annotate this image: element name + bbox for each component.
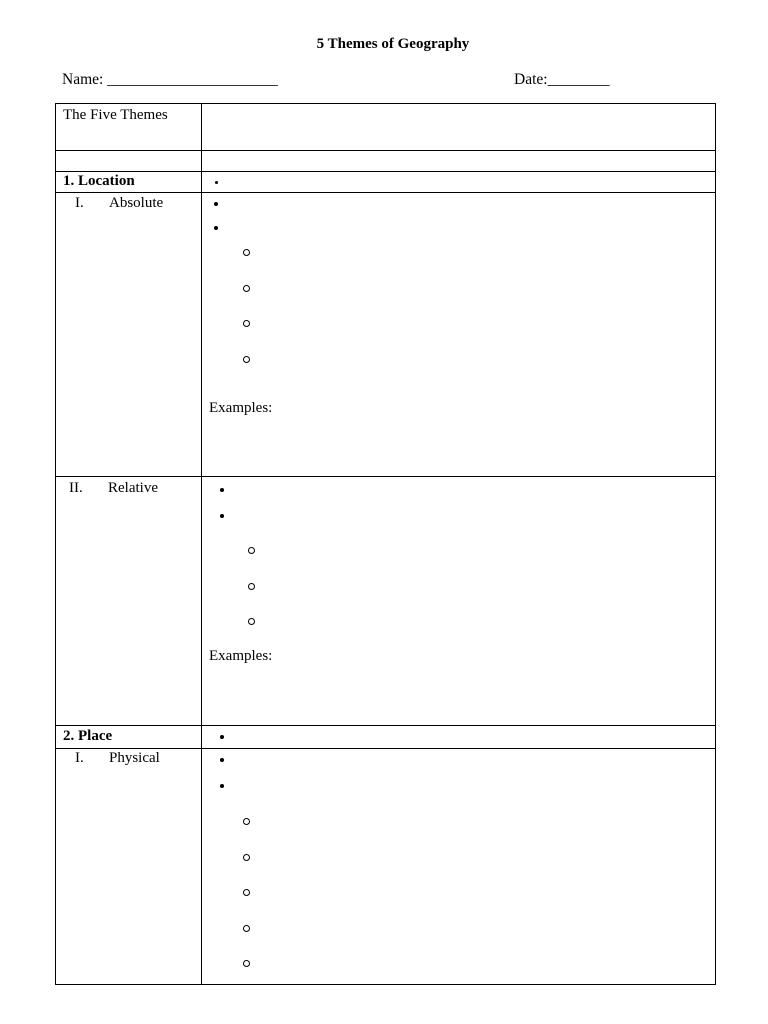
absolute-examples-label: Examples: xyxy=(209,400,273,416)
location-heading: 1. Location xyxy=(63,173,135,189)
bullet xyxy=(220,758,224,762)
bullet xyxy=(215,181,218,184)
date-field-label: Date:________ xyxy=(514,71,610,88)
row-divider xyxy=(56,748,715,749)
physical-label: Physical xyxy=(109,750,160,766)
name-field-label: Name: ______________________ xyxy=(62,71,278,88)
row-divider xyxy=(56,171,715,172)
relative-row-label xyxy=(69,480,158,497)
sub-bullet xyxy=(243,356,250,363)
row-divider xyxy=(56,725,715,726)
sub-bullet xyxy=(243,285,250,292)
notes-table xyxy=(55,103,716,985)
row-divider xyxy=(56,192,715,193)
bullet xyxy=(214,226,218,230)
column-divider xyxy=(201,104,202,984)
sub-bullet xyxy=(243,818,250,825)
sub-bullet xyxy=(248,618,255,625)
roman-numeral: I. xyxy=(75,195,84,211)
sub-bullet xyxy=(248,547,255,554)
sub-bullet xyxy=(243,925,250,932)
sub-bullet xyxy=(243,249,250,256)
roman-numeral: II. xyxy=(69,480,83,496)
worksheet-title: 5 Themes of Geography xyxy=(316,36,470,52)
row-divider xyxy=(56,476,715,477)
bullet xyxy=(220,514,224,518)
sub-bullet xyxy=(248,583,255,590)
bullet xyxy=(220,488,224,492)
sub-bullet xyxy=(243,889,250,896)
place-heading: 2. Place xyxy=(63,728,113,744)
relative-label: Relative xyxy=(108,480,158,496)
physical-row-label xyxy=(75,750,160,767)
five-themes-label: The Five Themes xyxy=(63,107,168,123)
bullet xyxy=(214,202,218,206)
sub-bullet xyxy=(243,320,250,327)
bullet xyxy=(220,784,224,788)
sub-bullet xyxy=(243,960,250,967)
bullet xyxy=(220,735,224,739)
absolute-label: Absolute xyxy=(109,195,164,211)
relative-examples-label: Examples: xyxy=(209,648,273,664)
sub-bullet xyxy=(243,854,250,861)
roman-numeral: I. xyxy=(75,750,84,766)
row-divider xyxy=(56,150,715,151)
absolute-row-label xyxy=(75,195,163,212)
